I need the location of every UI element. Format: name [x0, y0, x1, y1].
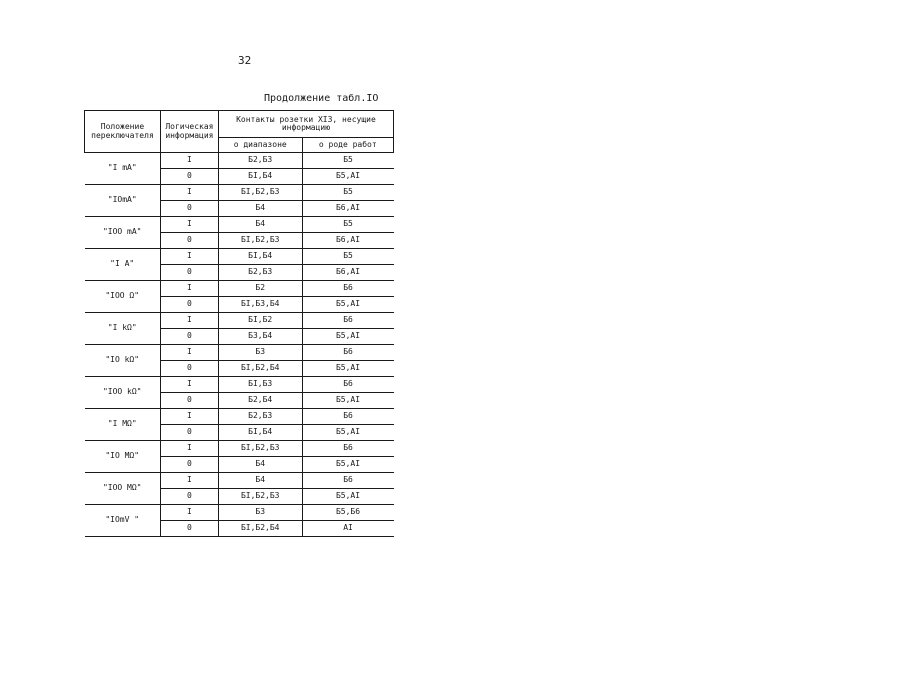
range-contacts-cell: Б4 — [218, 457, 302, 473]
range-contacts-cell: БI,Б2,Б3 — [218, 233, 302, 249]
table-row — [85, 377, 394, 393]
table-row — [85, 505, 394, 521]
logic-value-cell: 0 — [160, 329, 218, 345]
switch-position-cell: "IOO mA" — [85, 217, 161, 249]
switch-position-cell: "IOO MΩ" — [85, 473, 161, 505]
switch-position-cell: "I A" — [85, 249, 161, 281]
mode-contacts-cell: Б5,AI — [302, 169, 393, 185]
range-contacts-cell: Б3 — [218, 505, 302, 521]
range-contacts-cell: Б4 — [218, 473, 302, 489]
range-contacts-cell: Б3 — [218, 345, 302, 361]
mode-contacts-cell: Б6 — [302, 313, 393, 329]
logic-value-cell: I — [160, 409, 218, 425]
table-row — [85, 313, 394, 329]
switch-position-cell: "IOmV " — [85, 505, 161, 537]
range-contacts-cell: БI,Б2,Б3 — [218, 489, 302, 505]
switch-position-cell: "IOO kΩ" — [85, 377, 161, 409]
logic-value-cell: 0 — [160, 265, 218, 281]
logic-value-cell: I — [160, 185, 218, 201]
logic-value-cell: 0 — [160, 169, 218, 185]
switch-position-cell: "IO kΩ" — [85, 345, 161, 377]
range-contacts-cell: БI,Б3 — [218, 377, 302, 393]
mode-contacts-cell: Б5,AI — [302, 457, 393, 473]
mode-contacts-cell: Б6,AI — [302, 201, 393, 217]
logic-value-cell: 0 — [160, 425, 218, 441]
logic-value-cell: I — [160, 505, 218, 521]
mode-contacts-cell: Б5 — [302, 153, 393, 169]
switch-position-cell: "I MΩ" — [85, 409, 161, 441]
range-contacts-cell: Б4 — [218, 201, 302, 217]
table-row — [85, 185, 394, 201]
table-row — [85, 217, 394, 233]
logic-value-cell: I — [160, 473, 218, 489]
logic-value-cell: 0 — [160, 521, 218, 537]
header-position: Положение переключателя — [85, 111, 161, 153]
mode-contacts-cell: Б6 — [302, 409, 393, 425]
range-contacts-cell: БI,Б2,Б4 — [218, 521, 302, 537]
logic-value-cell: I — [160, 249, 218, 265]
logic-value-cell: I — [160, 153, 218, 169]
switch-position-cell: "IOO Ω" — [85, 281, 161, 313]
logic-value-cell: I — [160, 377, 218, 393]
logic-value-cell: 0 — [160, 393, 218, 409]
mode-contacts-cell: AI — [302, 521, 393, 537]
logic-value-cell: I — [160, 313, 218, 329]
mode-contacts-cell: Б6 — [302, 473, 393, 489]
mode-contacts-cell: Б5,AI — [302, 489, 393, 505]
range-contacts-cell: БI,Б2,Б3 — [218, 441, 302, 457]
range-contacts-cell: Б2,Б3 — [218, 409, 302, 425]
header-range: о диапазоне — [218, 138, 302, 153]
mode-contacts-cell: Б6,AI — [302, 233, 393, 249]
range-contacts-cell: БI,Б4 — [218, 425, 302, 441]
range-contacts-cell: БI,Б4 — [218, 249, 302, 265]
mode-contacts-cell: Б5,AI — [302, 329, 393, 345]
header-mode: о роде работ — [302, 138, 393, 153]
switch-position-cell: "IOmA" — [85, 185, 161, 217]
mode-contacts-cell: Б5,AI — [302, 425, 393, 441]
switch-position-cell: "I kΩ" — [85, 313, 161, 345]
range-contacts-cell: БI,Б2,Б4 — [218, 361, 302, 377]
logic-value-cell: 0 — [160, 233, 218, 249]
table-title: Продолжение табл.IO — [264, 93, 379, 104]
table-row — [85, 345, 394, 361]
mode-contacts-cell: Б6 — [302, 377, 393, 393]
logic-value-cell: I — [160, 441, 218, 457]
header-contacts: Контакты розетки XI3, несущие информацию — [218, 111, 393, 138]
page-number: 32 — [238, 54, 252, 67]
range-contacts-cell: БI,Б4 — [218, 169, 302, 185]
range-contacts-cell: БI,Б3,Б4 — [218, 297, 302, 313]
mode-contacts-cell: Б5 — [302, 217, 393, 233]
logic-value-cell: I — [160, 281, 218, 297]
table-row — [85, 409, 394, 425]
range-contacts-cell: Б2,Б3 — [218, 265, 302, 281]
range-contacts-cell: Б2,Б4 — [218, 393, 302, 409]
logic-value-cell: I — [160, 217, 218, 233]
range-contacts-cell: Б3,Б4 — [218, 329, 302, 345]
logic-value-cell: 0 — [160, 457, 218, 473]
mode-contacts-cell: Б5,Б6 — [302, 505, 393, 521]
switch-position-cell: "IO MΩ" — [85, 441, 161, 473]
mode-contacts-cell: Б6 — [302, 441, 393, 457]
logic-value-cell: 0 — [160, 297, 218, 313]
range-contacts-cell: Б4 — [218, 217, 302, 233]
contacts-table — [84, 110, 394, 537]
table-row — [85, 281, 394, 297]
logic-value-cell: I — [160, 345, 218, 361]
mode-contacts-cell: Б5,AI — [302, 361, 393, 377]
logic-value-cell: 0 — [160, 201, 218, 217]
logic-value-cell: 0 — [160, 489, 218, 505]
header-logic: Логическая информация — [160, 111, 218, 153]
mode-contacts-cell: Б5,AI — [302, 393, 393, 409]
range-contacts-cell: Б2 — [218, 281, 302, 297]
table-body — [85, 153, 394, 537]
mode-contacts-cell: Б5 — [302, 185, 393, 201]
table-row — [85, 153, 394, 169]
range-contacts-cell: БI,Б2 — [218, 313, 302, 329]
mode-contacts-cell: Б6,AI — [302, 265, 393, 281]
table-row — [85, 473, 394, 489]
mode-contacts-cell: Б6 — [302, 345, 393, 361]
table-row — [85, 441, 394, 457]
switch-position-cell: "I mA" — [85, 153, 161, 185]
logic-value-cell: 0 — [160, 361, 218, 377]
mode-contacts-cell: Б5 — [302, 249, 393, 265]
range-contacts-cell: Б2,Б3 — [218, 153, 302, 169]
range-contacts-cell: БI,Б2,Б3 — [218, 185, 302, 201]
table-row — [85, 249, 394, 265]
mode-contacts-cell: Б6 — [302, 281, 393, 297]
mode-contacts-cell: Б5,AI — [302, 297, 393, 313]
